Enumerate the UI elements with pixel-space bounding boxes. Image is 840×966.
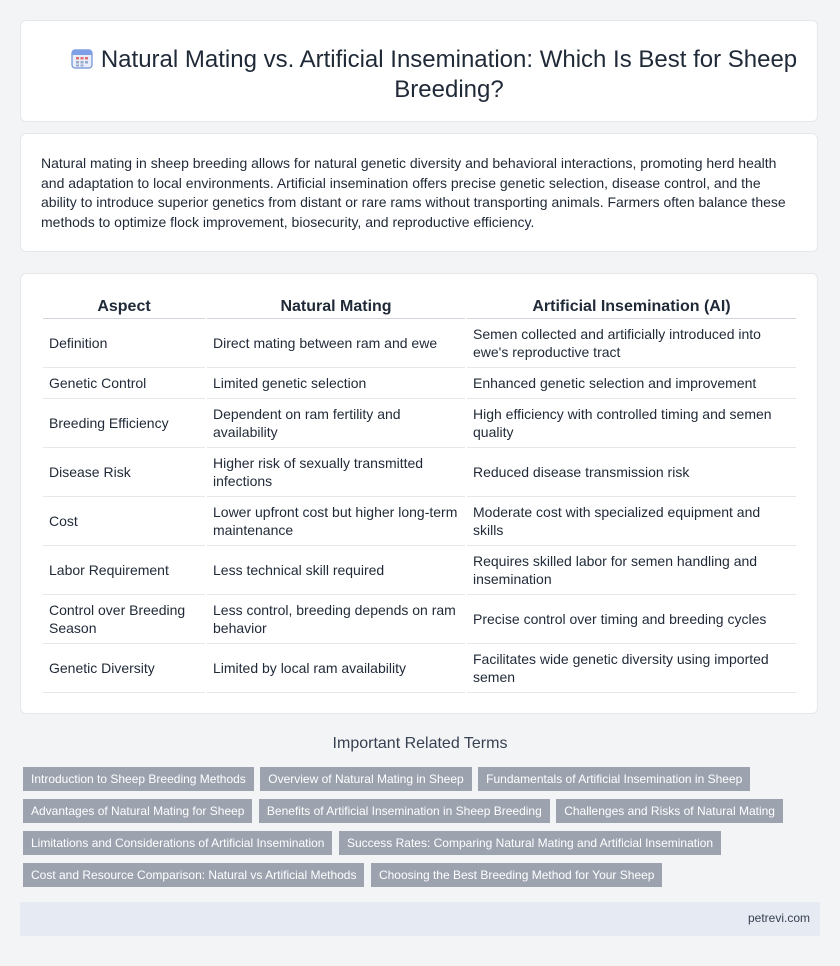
comparison-table [41, 296, 798, 693]
intro-paragraph: Natural mating in sheep breeding allows for natural genetic diversity and behavioral interactions, promoting herd health and adaptation to local environments. Artificial insemination offers precise genetic selection, disease control, and the ability to introduce superior genetics from distant or rare rams without transporting animals. Farmers often balance these methods to optimize flock improvement, biosecurity, and reproductive efficiency. [41, 155, 786, 230]
table-row [43, 644, 796, 693]
related-term-tag[interactable]: Limitations and Considerations of Artificial Insemination [23, 831, 332, 855]
table-cell: Less technical skill required [207, 546, 465, 595]
table-row [43, 448, 796, 497]
related-term-tag[interactable]: Choosing the Best Breeding Method for Your Sheep [371, 863, 663, 887]
table-row [43, 546, 796, 595]
related-term-tag[interactable]: Advantages of Natural Mating for Sheep [23, 799, 252, 823]
table-cell: Definition [43, 319, 205, 368]
table-row [43, 368, 796, 399]
footer [20, 902, 820, 936]
header-aspect: Aspect [43, 296, 205, 319]
table-cell: Genetic Diversity [43, 644, 205, 693]
table-cell: Limited genetic selection [207, 368, 465, 399]
related-terms-heading: Important Related Terms [332, 735, 508, 752]
table-row [43, 319, 796, 368]
table-cell: Moderate cost with specialized equipment and skills [467, 497, 796, 546]
table-cell: Less control, breeding depends on ram behavior [207, 595, 465, 644]
table-cell: Breeding Efficiency [43, 399, 205, 448]
table-cell: Genetic Control [43, 368, 205, 399]
footer-site-link[interactable]: petrevi.com [747, 911, 810, 925]
table-cell: Limited by local ram availability [207, 644, 465, 693]
table-cell: Higher risk of sexually transmitted infections [207, 448, 465, 497]
table-cell: Disease Risk [43, 448, 205, 497]
table-row [43, 497, 796, 546]
table-cell: Precise control over timing and breeding cycles [467, 595, 796, 644]
table-cell: Labor Requirement [43, 546, 205, 595]
header-natural-mating: Natural Mating [207, 296, 465, 319]
calendar-icon [71, 47, 93, 69]
related-terms-list [23, 767, 813, 895]
related-term-tag[interactable]: Fundamentals of Artificial Insemination in Sheep [478, 767, 750, 791]
related-term-tag[interactable]: Benefits of Artificial Insemination in Sheep Breeding [259, 799, 550, 823]
related-term-tag[interactable]: Introduction to Sheep Breeding Methods [23, 767, 254, 791]
table-header-row [43, 296, 796, 319]
table-cell: Cost [43, 497, 205, 546]
table-cell: Reduced disease transmission risk [467, 448, 796, 497]
table-cell: Direct mating between ram and ewe [207, 319, 465, 368]
table-cell: Dependent on ram fertility and availability [207, 399, 465, 448]
related-term-tag[interactable]: Overview of Natural Mating in Sheep [260, 767, 471, 791]
table-cell: Lower upfront cost but higher long-term maintenance [207, 497, 465, 546]
intro-card [20, 133, 818, 252]
table-cell: Facilitates wide genetic diversity using imported semen [467, 644, 796, 693]
comparison-table-card [20, 273, 818, 714]
table-cell: Requires skilled labor for semen handling and insemination [467, 546, 796, 595]
table-row [43, 595, 796, 644]
table-cell: Control over Breeding Season [43, 595, 205, 644]
header-artificial-insemination: Artificial Insemination (AI) [467, 296, 796, 319]
table-cell: Semen collected and artificially introduced into ewe's reproductive tract [467, 319, 796, 368]
page-title: Natural Mating vs. Artificial Insemination: Which Is Best for Sheep Breeding? [100, 46, 798, 103]
table-cell: Enhanced genetic selection and improvement [467, 368, 796, 399]
related-term-tag[interactable]: Cost and Resource Comparison: Natural vs Artificial Methods [23, 863, 364, 887]
related-term-tag[interactable]: Success Rates: Comparing Natural Mating and Artificial Insemination [339, 831, 721, 855]
related-term-tag[interactable]: Challenges and Risks of Natural Mating [556, 799, 783, 823]
title-card [20, 20, 818, 122]
table-cell: High efficiency with controlled timing and semen quality [467, 399, 796, 448]
table-row [43, 399, 796, 448]
